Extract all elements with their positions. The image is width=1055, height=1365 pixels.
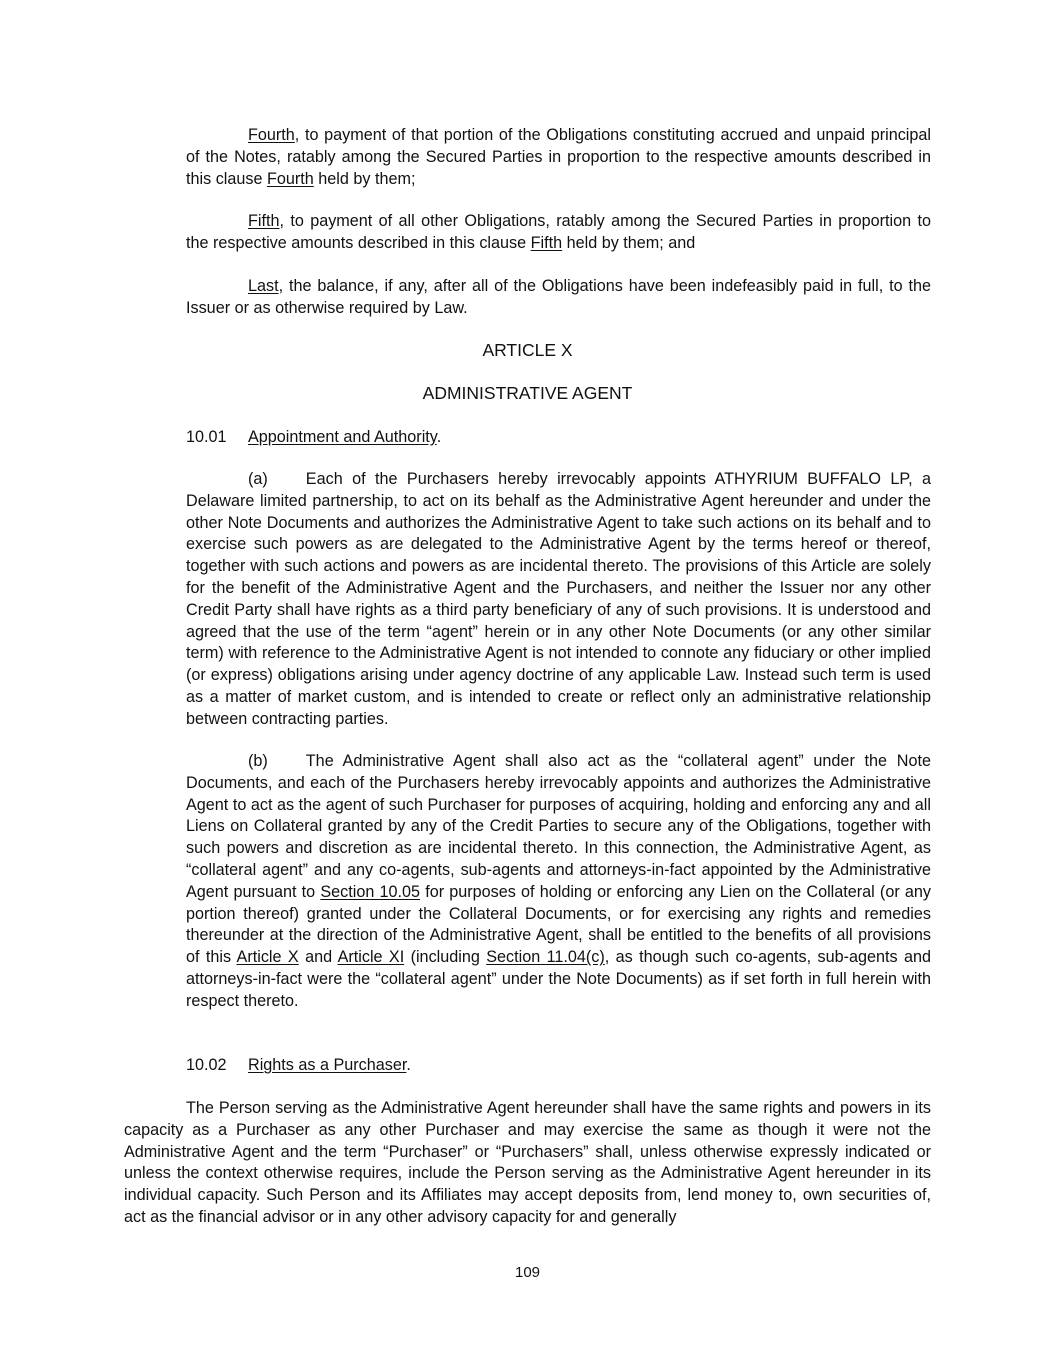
paragraph-a-text: Each of the Purchasers hereby irrevocably appoints ATHYRIUM BUFFALO LP, a Delaware limited partnership, to act on its behalf as the Administrative Agent hereunder and under the other Note Documents and authorizes the Administrative Agent to take such actions on its behalf and to exercise such powers as are delegated to the Administrative Agent by the terms hereof or thereof, together with such actions and powers as are incidental thereto. The provisions of this Article are solely for the benefit of the Administrative Agent and the Purchasers, and neither the Issuer nor any other Credit Party shall have rights as a third party beneficiary of any of such provisions. It is understood and agreed that the use of the term “agent” herein or in any other Note Documents (or any other similar term) with reference to the Administrative Agent is not intended to connote any fiduciary or other implied (or express) obligations arising under agency doctrine of any applicable Law. Instead such term is used as a matter of market custom, and is intended to create or reflect only an administrative relationship between contracting parties. <box>186 470 931 728</box>
clause-fourth-text-end: held by them; <box>313 169 416 188</box>
clause-fourth-text: , to payment of that portion of the Obligations constituting accrued and unpaid principal of the Notes, ratably among the Secured Parties in proportion to the respective amounts described in this clause <box>186 126 931 188</box>
ref-article-x: Article X <box>236 948 299 967</box>
section-number: 10.02 <box>186 1056 227 1074</box>
ref-article-xi: Article XI <box>337 948 405 967</box>
section-number: 10.01 <box>186 428 227 446</box>
clause-fifth <box>186 211 931 255</box>
article-title: ADMINISTRATIVE AGENT <box>422 383 633 403</box>
clause-fifth-lead: Fifth <box>248 212 280 230</box>
section-title-period: . <box>406 1056 411 1074</box>
paragraph-b-text-5: , as though such co-agents, sub-agents and attorneys-in-fact were the “collateral agent” under the Note Documents) as if set forth in full herein with respect thereto. <box>186 948 931 1010</box>
paragraph-a-label: (a) <box>248 470 268 488</box>
paragraph-b <box>186 751 931 1013</box>
paragraph-b-text: The Administrative Agent shall also act as the “collateral agent” under the Note Documents, and each of the Purchasers hereby irrevocably appoints and authorizes the Administrative Agent to act as the agent of such Purchaser for purposes of acquiring, holding and enforcing any and all Liens on Collateral granted by any of the Credit Parties to secure any of the Obligations, together with such powers and discretion as are incidental thereto. In this connection, the Administrative Agent, as “collateral agent” and any co-agents, sub-agents and attorneys-in-fact appointed by the Administrative Agent pursuant to <box>186 752 931 901</box>
clause-fourth-ref: Fourth <box>266 169 314 188</box>
section-title: Appointment and Authority <box>248 428 437 446</box>
paragraph-b-text-3: and <box>298 948 338 967</box>
section-title-period: . <box>436 428 442 446</box>
paragraph-b-label: (b) <box>248 752 268 770</box>
clause-fourth-lead: Fourth <box>248 126 295 144</box>
section-heading-10-02 <box>186 1055 931 1077</box>
clause-fifth-text: , to payment of all other Obligations, ratably among the Secured Parties in proportion to the respective amounts described in this clause <box>186 212 931 252</box>
section-heading-10-01 <box>186 427 931 449</box>
paragraph-b-text-2: for purposes of holding or enforcing any Lien on the Collateral (or any portion thereof) granted under the Collateral Documents, or for exercising any rights and remedies thereunder at the direction of the Administrative Agent, shall be entitled to the benefits of all provisions of this <box>186 882 931 967</box>
paragraph-b-text-4: (including <box>404 948 487 967</box>
section-10-02-body: The Person serving as the Administrative Agent hereunder shall have the same rights and powers in its capacity as a Purchaser as any other Purchaser and may exercise the same as though it were not the Administrative Agent and the term “Purchaser” or “Purchasers” shall, unless otherwise expressly indicated or unless the context otherwise requires, include the Person serving as the Administrative Agent hereunder in its individual capacity. Such Person and its Affiliates may accept deposits from, lend money to, own securities of, act as the financial advisor or in any other advisory capacity for and generally <box>124 1099 931 1226</box>
page-number: 109 <box>514 1264 541 1281</box>
paragraph-a <box>186 469 931 731</box>
ref-section-11-04c: Section 11.04(c) <box>486 948 605 967</box>
clause-fifth-text-end: held by them; and <box>562 233 696 252</box>
clause-fourth <box>186 125 931 190</box>
article-number: ARTICLE X <box>482 340 573 360</box>
clause-last <box>186 276 931 320</box>
clause-fifth-ref: Fifth <box>530 233 563 252</box>
ref-section-10-05: Section 10.05 <box>320 882 421 901</box>
clause-last-text: , the balance, if any, after all of the Obligations have been indefeasibly paid in full, to the Issuer or as otherwise required by Law. <box>186 277 931 317</box>
clause-last-lead: Last <box>248 277 279 295</box>
section-title: Rights as a Purchaser <box>248 1056 407 1074</box>
